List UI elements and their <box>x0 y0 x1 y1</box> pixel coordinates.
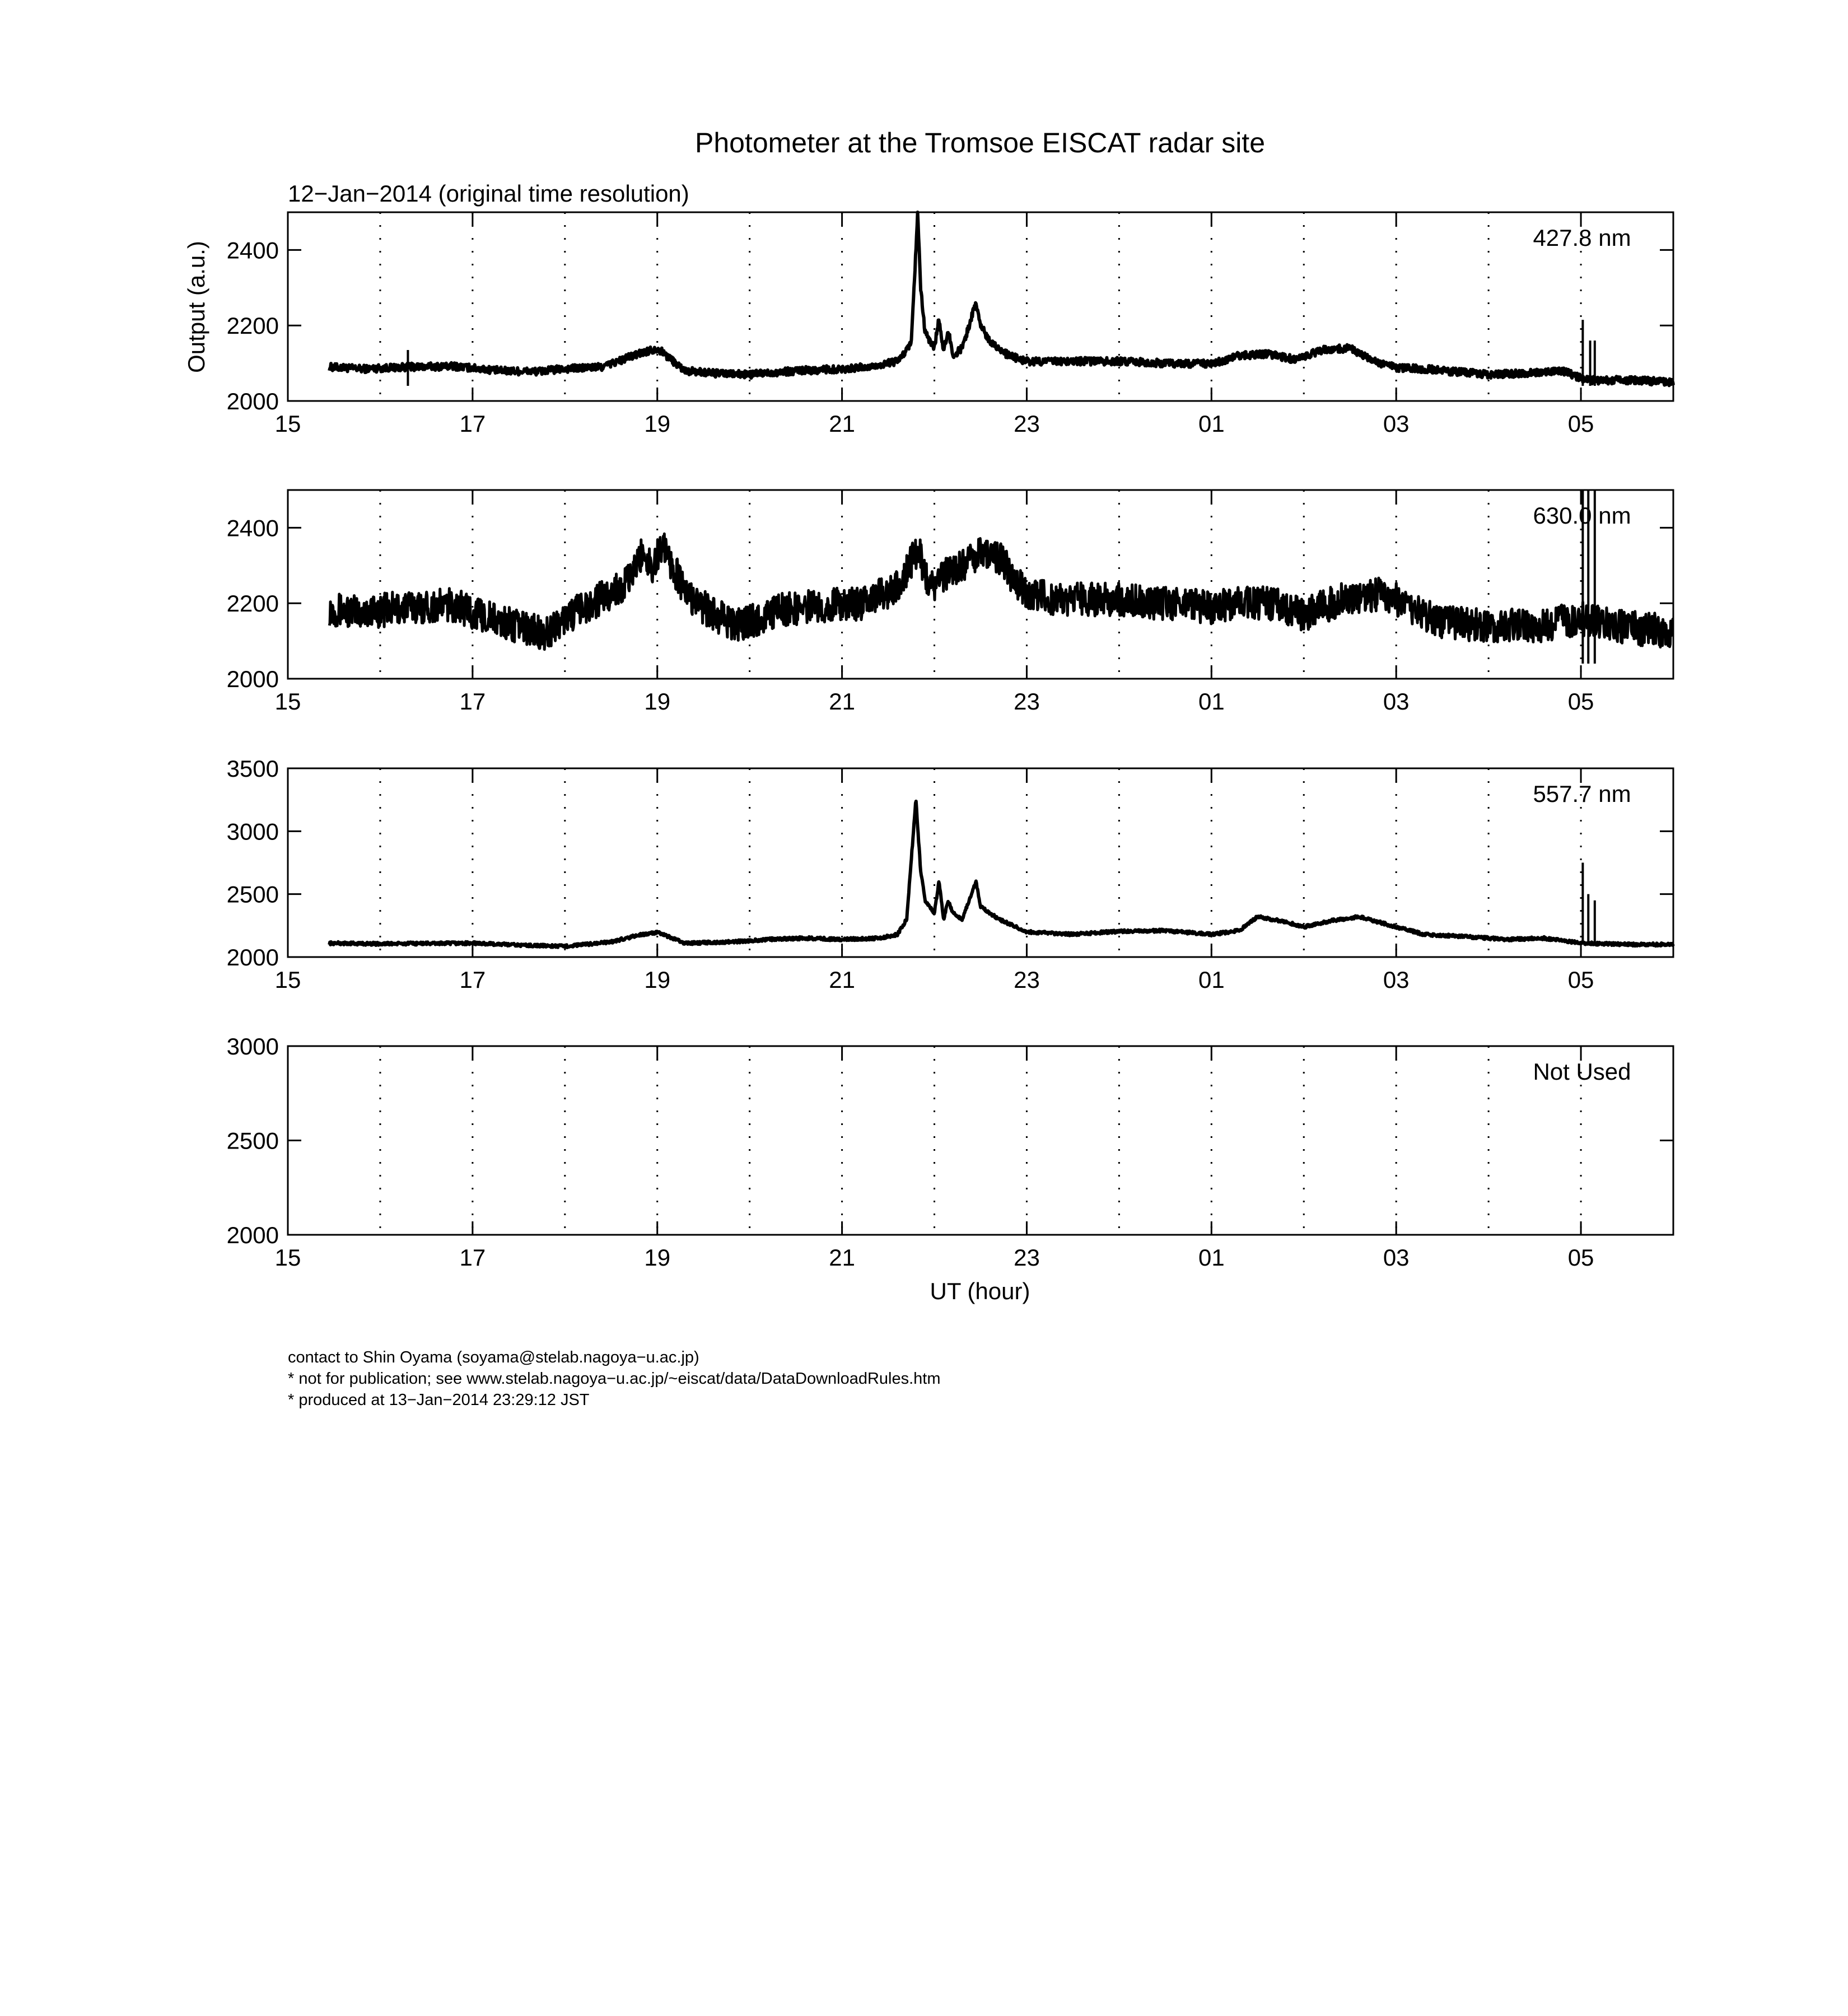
y-tick-label: 2400 <box>226 515 279 542</box>
panel-series-label: 630.0 nm <box>1533 502 1631 529</box>
x-tick-label: 23 <box>1014 1244 1040 1271</box>
y-tick-label: 2500 <box>226 881 279 908</box>
x-tick-label: 21 <box>829 410 855 437</box>
x-tick-label: 17 <box>459 967 486 993</box>
x-tick-label: 19 <box>644 1244 671 1271</box>
footer-produced-at: * produced at 13−Jan−2014 23:29:12 JST <box>288 1391 590 1409</box>
x-tick-label: 19 <box>644 688 671 715</box>
y-tick-label: 3000 <box>226 818 279 845</box>
x-tick-label: 01 <box>1198 688 1225 715</box>
panel-series-label: 557.7 nm <box>1533 781 1631 807</box>
y-tick-label: 2500 <box>226 1127 279 1154</box>
x-tick-label: 01 <box>1198 410 1225 437</box>
x-tick-label: 17 <box>459 688 486 715</box>
panel-1 <box>227 212 1673 437</box>
series-trace <box>329 534 1673 649</box>
x-tick-label: 15 <box>274 1244 301 1271</box>
x-tick-label: 23 <box>1014 410 1040 437</box>
panel-series-label: Not Used <box>1533 1058 1631 1085</box>
y-tick-label: 2000 <box>226 388 279 414</box>
panel-3 <box>227 755 1673 993</box>
axes-box <box>288 1046 1673 1235</box>
y-tick-label: 3500 <box>226 755 279 782</box>
x-tick-label: 05 <box>1567 1244 1594 1271</box>
x-tick-label: 05 <box>1567 410 1594 437</box>
x-tick-label: 19 <box>644 967 671 993</box>
x-tick-label: 21 <box>829 967 855 993</box>
x-tick-label: 23 <box>1014 967 1040 993</box>
series-trace <box>329 212 1673 385</box>
x-tick-label: 05 <box>1567 967 1594 993</box>
x-tick-label: 15 <box>274 967 301 993</box>
x-tick-label: 15 <box>274 688 301 715</box>
x-tick-label: 19 <box>644 410 671 437</box>
figure-subtitle: 12−Jan−2014 (original time resolution) <box>288 180 689 207</box>
x-tick-label: 21 <box>829 688 855 715</box>
x-tick-label: 17 <box>459 410 486 437</box>
x-tick-label: 03 <box>1383 410 1410 437</box>
panel-4 <box>227 1033 1673 1271</box>
y-tick-label: 2400 <box>226 237 279 264</box>
x-tick-label: 23 <box>1014 688 1040 715</box>
y-tick-label: 2000 <box>226 666 279 692</box>
y-tick-label: 2200 <box>226 590 279 617</box>
footer-notes <box>288 1347 941 1411</box>
x-tick-label: 03 <box>1383 1244 1410 1271</box>
x-tick-label: 03 <box>1383 967 1410 993</box>
y-tick-label: 2200 <box>226 312 279 339</box>
y-tick-label: 3000 <box>226 1033 279 1060</box>
x-tick-label: 01 <box>1198 1244 1225 1271</box>
panel-series-label: 427.8 nm <box>1533 225 1631 251</box>
y-tick-label: 2000 <box>226 944 279 970</box>
x-tick-label: 05 <box>1567 688 1594 715</box>
x-tick-label: 17 <box>459 1244 486 1271</box>
x-tick-label: 01 <box>1198 967 1225 993</box>
axes-box <box>288 768 1673 957</box>
x-tick-label: 03 <box>1383 688 1410 715</box>
plot-panels <box>227 212 1673 1271</box>
x-axis-label: UT (hour) <box>930 1278 1030 1304</box>
panel-2 <box>227 490 1673 715</box>
footer-contact: contact to Shin Oyama (soyama@stelab.nagoya−u.ac.jp) <box>288 1348 699 1366</box>
axes-box <box>288 490 1673 679</box>
y-tick-label: 2000 <box>226 1222 279 1248</box>
x-tick-label: 21 <box>829 1244 855 1271</box>
x-tick-label: 15 <box>274 410 301 437</box>
series-trace <box>329 801 1673 948</box>
footer-publication-note: * not for publication; see www.stelab.nagoya−u.ac.jp/~eiscat/data/DataDownloadRules.htm <box>288 1370 941 1388</box>
y-axis-label: Output (a.u.) <box>183 241 209 373</box>
figure-title: Photometer at the Tromsoe EISCAT radar site <box>694 127 1266 158</box>
